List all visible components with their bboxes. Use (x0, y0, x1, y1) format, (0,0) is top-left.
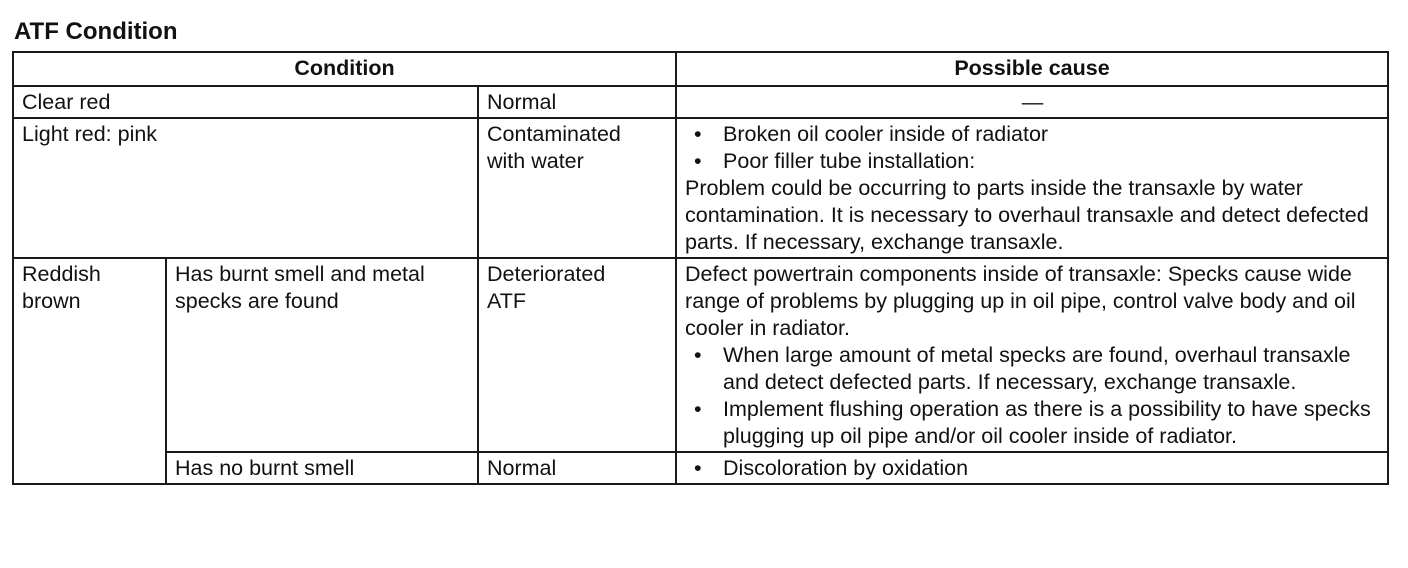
cell-state-light-red (478, 118, 676, 258)
cause-paragraph: Defect powertrain components inside of transaxle: Specks cause wide range of problems by plugging up in oil pipe, control valve body and oil cooler in radiator. (685, 262, 1356, 340)
cell-detail-no-burnt: Has no burnt smell (166, 452, 478, 484)
cell-color-reddish-brown (13, 258, 166, 484)
cell-cause-no-burnt (676, 452, 1388, 484)
cell-state-no-burnt: Normal (478, 452, 676, 484)
cause-bullet: • When large amount of metal specks are found, overhaul transaxle and detect defected parts. If necessary, exchange transaxle. (685, 342, 1380, 396)
page-title: ATF Condition (14, 18, 178, 45)
state-line: ATF (487, 289, 527, 313)
cell-color-light-red: Light red: pink (13, 118, 478, 258)
cell-cause-light-red (676, 118, 1388, 258)
cause-bullet-list (685, 455, 1380, 482)
state-line: with water (487, 149, 584, 173)
cause-paragraph: Problem could be occurring to parts inside the transaxle by water contamination. It is necessary to overhaul transaxle and detect defected parts. If necessary, exchange transaxle. (685, 176, 1369, 254)
cause-bullet-list (685, 121, 1380, 175)
table-row-reddish-brown-no-burnt (13, 452, 1388, 484)
table-header-row (13, 52, 1388, 86)
cell-cause-burnt (676, 258, 1388, 452)
cell-detail-burnt: Has burnt smell and metal specks are found (166, 258, 478, 452)
table-row-clear-red (13, 86, 1388, 118)
cell-color-clear-red: Clear red (13, 86, 478, 118)
cause-bullet: • Broken oil cooler inside of radiator (685, 121, 1380, 148)
table-row-reddish-brown-burnt (13, 258, 1388, 452)
color-line: brown (22, 289, 81, 313)
cause-bullet: • Implement flushing operation as there is a possibility to have specks plugging up oil pipe and/or oil cooler inside of radiator. (685, 396, 1380, 450)
cell-cause-clear-red: — (676, 86, 1388, 118)
state-line: Deteriorated (487, 262, 606, 286)
cell-state-clear-red: Normal (478, 86, 676, 118)
cause-bullet-list (685, 342, 1380, 450)
cell-state-burnt (478, 258, 676, 452)
cause-bullet: • Poor filler tube installation: (685, 148, 1380, 175)
state-line: Contaminated (487, 122, 621, 146)
atf-condition-table (12, 51, 1389, 485)
cause-bullet: • Discoloration by oxidation (685, 455, 1380, 482)
header-condition: Condition (13, 52, 676, 86)
table-row-light-red (13, 118, 1388, 258)
header-possible-cause: Possible cause (676, 52, 1388, 86)
color-line: Reddish (22, 262, 101, 286)
